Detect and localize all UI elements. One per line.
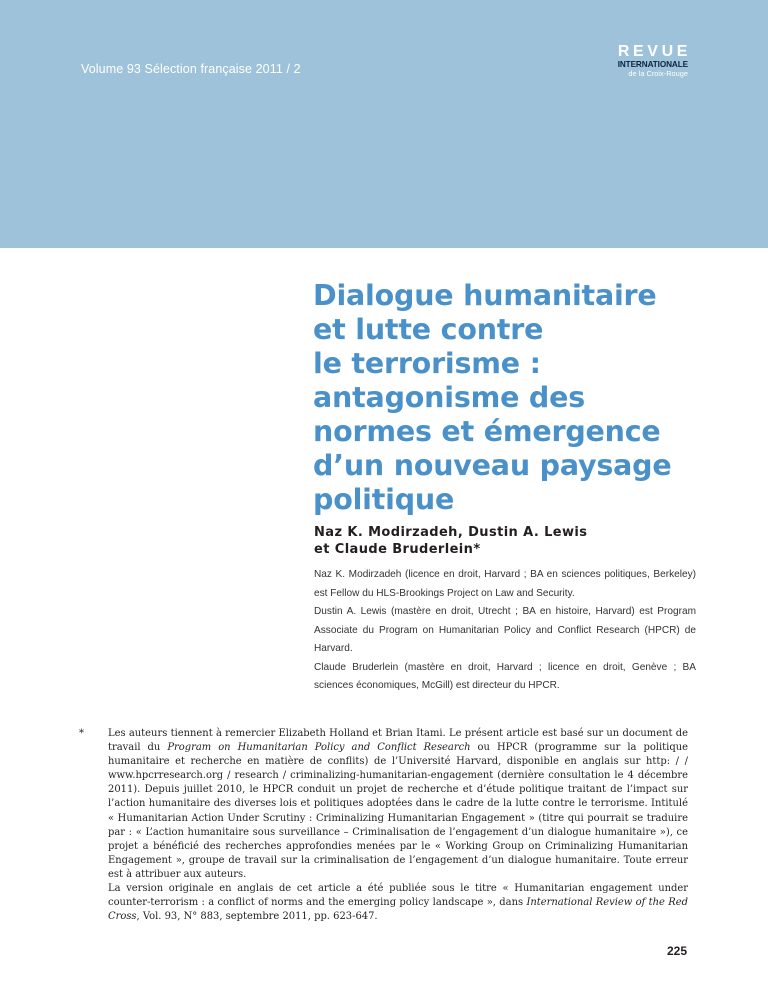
title-line: normes et émergence	[313, 415, 661, 448]
footnote-italic-run: International Review of the Red Cross	[108, 897, 688, 923]
footnote	[80, 727, 688, 924]
author-bio: Claude Bruderlein (mastère en droit, Harvard ; licence en droit, Genève ; BA sciences économiques, McGill) est directeur du HPCR.	[314, 661, 696, 691]
article-authors	[314, 524, 587, 558]
footnote-text	[108, 727, 688, 924]
title-line: d’un nouveau paysage	[313, 449, 672, 482]
title-line: antagonisme des	[313, 381, 586, 414]
footnote-text-run: Les auteurs tiennent à remercier Elizabeth Holland et Brian Itami. Le présent article est basé sur un document de travail du	[108, 728, 688, 754]
page-number: 225	[666, 944, 687, 958]
author-bio: Naz K. Modirzadeh (licence en droit, Harvard ; BA en sciences politiques, Berkeley) est Fellow du HLS-Brookings Project on Law and Security.	[314, 569, 696, 599]
author-line: Naz K. Modirzadeh, Dustin A. Lewis	[314, 525, 588, 540]
title-line: politique	[313, 483, 455, 516]
article-title	[313, 279, 713, 517]
footnote-paragraph	[108, 727, 688, 882]
logo-line-revue: REVUE	[617, 43, 691, 60]
author-bios	[314, 566, 696, 696]
footnote-italic-run: Program on Humanitarian Policy and Conflict Research	[167, 742, 471, 754]
author-line: et Claude Bruderlein*	[314, 542, 481, 557]
title-line: et lutte contre	[313, 313, 544, 346]
header-band	[0, 0, 768, 248]
logo-line-internationale: INTERNATIONALE	[617, 60, 688, 69]
footnote-text-run: La version originale en anglais de cet article a été publiée sous le titre « Humanitarian engagement under counter-terrorism : a conflict of norms and the emerging policy landscape », dans	[108, 883, 688, 909]
volume-line: Volume 93 Sélection française 2011 / 2	[81, 62, 301, 76]
footnote-marker: *	[79, 728, 84, 739]
footnote-text-run: , Vol. 93, N° 883, septembre 2011, pp. 623-647.	[136, 911, 378, 923]
logo-line-croix-rouge: de la Croix-Rouge	[628, 69, 688, 79]
footnote-paragraph	[108, 882, 688, 924]
title-line: Dialogue humanitaire	[313, 279, 657, 312]
title-line: le terrorisme :	[313, 347, 541, 380]
journal-logo	[612, 43, 691, 79]
footnote-text-run: ou HPCR (programme sur la politique humanitaire et recherche en matière de conflits) de l’Université Harvard, disponible en anglais sur http: / / www.hpcrresearch.org / research / criminalizing-humanitarian-engagement (dernière consultation le 4 décembre 2011). Depuis juillet 2010, le HPCR conduit un projet de recherche et d’étude politique traitant de l’impact sur l’action humanitaire des diverses lois et politiques adoptées dans le cadre de la lutte contre le terrorisme. Intitulé « Humanitarian Action Under Scrutiny : Criminalizing Humanitarian Engagement » (titre qui pourrait se traduire par : « L’action humanitaire sous surveillance – Criminalisation de l’engagement d’un dialogue humanitaire »), ce projet a bénéficié des recherches approfondies menées par le « Working Group on Criminalizing Humanitarian Engagement », groupe de travail sur la criminalisation de l’engagement d’un dialogue humanitaire. Toute erreur est à attribuer aux auteurs.	[108, 742, 688, 880]
author-bio: Dustin A. Lewis (mastère en droit, Utrecht ; BA en histoire, Harvard) est Program Associate du Program on Humanitarian Policy and Conflict Research (HPCR) de Harvard.	[314, 606, 696, 654]
